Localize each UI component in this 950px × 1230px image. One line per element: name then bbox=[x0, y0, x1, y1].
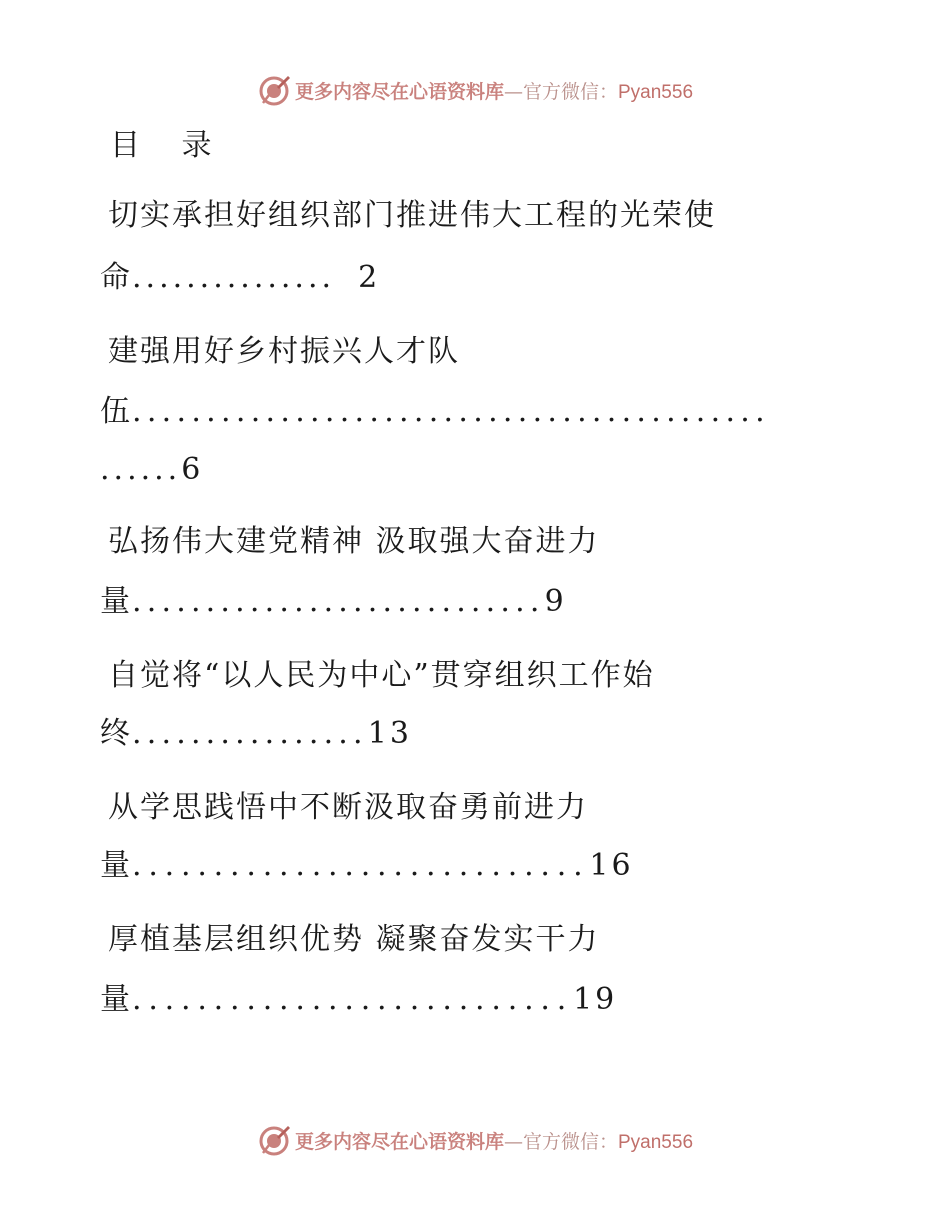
toc-entry-heading: 建强用好乡村振兴人才队 bbox=[108, 334, 460, 369]
toc-entry-heading: 自觉将“以人民为中心”贯穿组织工作始 bbox=[108, 658, 655, 693]
pen-logo-icon bbox=[257, 73, 291, 107]
toc-entry-heading: 厚植基层组织优势 凝聚奋发实干力 bbox=[108, 922, 600, 957]
page-number: 6 bbox=[181, 452, 204, 487]
page-number: 2 bbox=[358, 260, 381, 295]
toc-entry-leader: 量............................9 bbox=[100, 584, 567, 619]
footer-watermark bbox=[0, 1120, 950, 1160]
watermark-text: 更多内容尽在心语资料库—官方微信：Pyan556 bbox=[294, 1130, 694, 1153]
toc-entry-heading: 弘扬伟大建党精神 汲取强大奋进力 bbox=[108, 524, 600, 559]
toc-entry-leader: 终................13 bbox=[100, 716, 412, 751]
toc-entry-leader: 量............................16 bbox=[100, 848, 634, 883]
toc-entry-heading: 从学思践悟中不断汲取奋勇前进力 bbox=[108, 790, 588, 825]
page-number: 9 bbox=[544, 584, 567, 619]
watermark-text: 更多内容尽在心语资料库—官方微信：Pyan556 bbox=[294, 80, 694, 103]
toc-entry-leader: 伍........................................... bbox=[100, 394, 770, 429]
toc-entry-leader-continued: ......6 bbox=[100, 452, 204, 487]
toc-entry-leader: 量...........................19 bbox=[100, 982, 618, 1017]
toc-title: 目 录 bbox=[110, 128, 228, 163]
toc-entry-heading: 切实承担好组织部门推进伟大工程的光荣使 bbox=[108, 198, 716, 233]
page-number: 16 bbox=[589, 848, 634, 883]
page-number: 13 bbox=[367, 716, 412, 751]
toc-entry-leader: 命............... 2 bbox=[100, 260, 381, 295]
pen-logo-icon bbox=[257, 1123, 291, 1157]
page-number: 19 bbox=[573, 982, 618, 1017]
header-watermark bbox=[0, 70, 950, 110]
